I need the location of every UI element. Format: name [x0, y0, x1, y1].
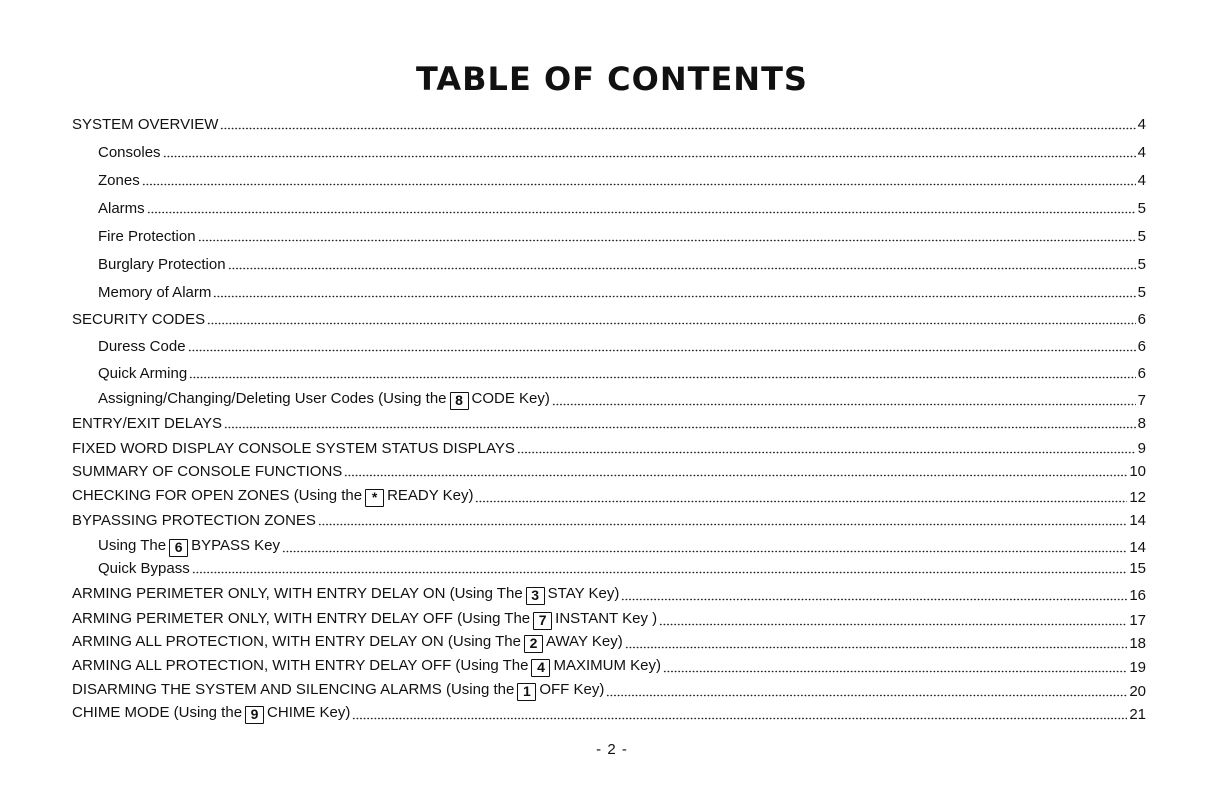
toc-entry-title: ARMING PERIMETER ONLY, WITH ENTRY DELAY OFF (Using The: [72, 610, 531, 627]
toc-entry-label: [72, 311, 205, 329]
dot-leader: [552, 403, 1136, 406]
toc-entry-key-name: READY Key): [387, 487, 474, 504]
toc-entry-key-name: OFF Key): [539, 681, 605, 698]
toc-entry-title: CHIME MODE (Using the: [72, 704, 243, 721]
toc-entry-key-name: CHIME Key): [267, 704, 351, 721]
dot-leader: [213, 295, 1135, 298]
toc-entry-page: 6: [1137, 365, 1146, 382]
toc-entry-title: Quick Arming: [98, 365, 188, 382]
keypad-key-icon: 7: [533, 612, 552, 630]
toc-entry: [72, 116, 1146, 134]
toc-entry-title: SUMMARY OF CONSOLE FUNCTIONS: [72, 463, 343, 480]
keypad-key-icon: 6: [169, 539, 188, 557]
dot-leader: [192, 571, 1128, 574]
toc-entry-label: [72, 116, 218, 134]
dot-leader: [163, 155, 1136, 158]
dot-leader: [318, 523, 1127, 526]
toc-entry-label: [98, 144, 161, 162]
toc-entry-title: Assigning/Changing/Deleting User Codes (Using the: [98, 390, 447, 407]
toc-entry-page: 14: [1129, 512, 1146, 529]
keypad-key-icon: 3: [526, 587, 545, 605]
toc-entry-page: 20: [1129, 683, 1146, 700]
toc-entry-title: ARMING ALL PROTECTION, WITH ENTRY DELAY ON (Using The: [72, 633, 521, 650]
toc-entry-key-name: MAXIMUM Key): [553, 657, 661, 674]
toc-entry-title: FIXED WORD DISPLAY CONSOLE SYSTEM STATUS DISPLAYS: [72, 440, 515, 457]
dot-leader: [207, 322, 1136, 325]
toc-entry: [72, 585, 1146, 605]
toc-entry: [72, 537, 1146, 557]
toc-entry-page: 18: [1129, 635, 1146, 652]
keypad-key-icon: 4: [531, 659, 550, 677]
toc-entry-label: [72, 681, 604, 701]
toc-entry-page: 21: [1129, 706, 1146, 723]
keypad-key-icon: 2: [524, 635, 543, 653]
toc-entry-label: [98, 560, 190, 578]
toc-entry: [72, 657, 1146, 677]
toc-entry-page: 4: [1137, 144, 1146, 161]
toc-entry-label: [72, 512, 316, 530]
toc-entry-key-name: INSTANT Key ): [555, 610, 658, 627]
toc-entry-title: Consoles: [98, 144, 161, 161]
toc-entry-key-name: BYPASS Key: [191, 537, 281, 554]
toc-entry: [72, 463, 1146, 481]
toc-entry-page: 17: [1129, 612, 1146, 629]
toc-entry-label: [72, 704, 350, 724]
keypad-key-icon: 1: [517, 683, 536, 701]
dot-leader: [352, 717, 1127, 720]
toc-entry: [72, 144, 1146, 162]
toc-entry: [72, 633, 1146, 653]
toc-entry: [72, 681, 1146, 701]
toc-entry-page: 15: [1129, 560, 1146, 577]
toc-entry-title: ARMING PERIMETER ONLY, WITH ENTRY DELAY ON (Using The: [72, 585, 523, 602]
dot-leader: [517, 451, 1136, 454]
toc-entry-page: 4: [1137, 172, 1146, 189]
toc-entry-page: 12: [1129, 489, 1146, 506]
toc-entry-title: SECURITY CODES: [72, 311, 206, 328]
toc-entry-label: [98, 256, 226, 274]
toc-entry-title: Fire Protection: [98, 228, 196, 245]
toc-entry: [72, 228, 1146, 246]
toc-entry-label: [98, 365, 187, 383]
toc-entry-title: SYSTEM OVERVIEW: [72, 116, 219, 133]
toc-entry-page: 5: [1137, 228, 1146, 245]
toc-entry-page: 6: [1137, 311, 1146, 328]
toc-entry-page: 19: [1129, 659, 1146, 676]
dot-leader: [228, 267, 1136, 270]
toc-entry-title: Alarms: [98, 200, 145, 217]
toc-entry: [72, 487, 1146, 507]
toc-entry: [72, 311, 1146, 329]
dot-leader: [606, 694, 1127, 697]
toc-entry: [72, 610, 1146, 630]
toc-entry-label: [72, 415, 222, 433]
dot-leader: [198, 239, 1136, 242]
dot-leader: [147, 211, 1136, 214]
toc-entry-label: [98, 200, 145, 218]
toc-entry-page: 8: [1137, 415, 1146, 432]
dot-leader: [188, 349, 1136, 352]
toc-entry-page: 5: [1137, 284, 1146, 301]
toc-entry-label: [98, 172, 140, 190]
toc-entry-label: [98, 537, 280, 557]
dot-leader: [659, 623, 1127, 626]
dot-leader: [282, 550, 1127, 553]
toc-entry: [72, 200, 1146, 218]
toc-entry-label: [72, 657, 661, 677]
page-title: TABLE OF CONTENTS: [416, 60, 808, 98]
toc-entry-title: Zones: [98, 172, 140, 189]
toc-entry-title: CHECKING FOR OPEN ZONES (Using the: [72, 487, 363, 504]
toc-entry-key-name: CODE Key): [471, 390, 550, 407]
toc-entry-label: [98, 228, 196, 246]
toc-entry-page: 9: [1137, 440, 1146, 457]
keypad-key-icon: 9: [245, 706, 264, 724]
toc-entry: [72, 512, 1146, 530]
toc-entry-page: 5: [1137, 200, 1146, 217]
toc-entry-label: [72, 585, 619, 605]
toc-entry: [72, 415, 1146, 433]
toc-entry: [72, 704, 1146, 724]
toc-entry-page: 14: [1129, 539, 1146, 556]
toc-entry: [72, 338, 1146, 356]
dot-leader: [142, 183, 1136, 186]
toc-entry-title: Duress Code: [98, 338, 186, 355]
toc-entry: [72, 440, 1146, 458]
toc-entry-title: ENTRY/EXIT DELAYS: [72, 415, 223, 432]
toc-entry-label: [72, 487, 473, 507]
dot-leader: [224, 426, 1136, 429]
toc-entry: [72, 560, 1146, 578]
dot-leader: [344, 474, 1127, 477]
dot-leader: [625, 646, 1128, 649]
keypad-key-icon: *: [365, 489, 384, 507]
toc-entry-page: 10: [1129, 463, 1146, 480]
toc-entry-page: 6: [1137, 338, 1146, 355]
toc-entry-title: Using The: [98, 537, 167, 554]
toc-entry-page: 4: [1137, 116, 1146, 133]
dot-leader: [621, 598, 1127, 601]
dot-leader: [189, 376, 1135, 379]
toc-entry-page: 5: [1137, 256, 1146, 273]
toc-entry-label: [98, 284, 211, 302]
dot-leader: [220, 127, 1135, 130]
toc-entry: [72, 365, 1146, 383]
toc-entry-title: ARMING ALL PROTECTION, WITH ENTRY DELAY OFF (Using The: [72, 657, 529, 674]
toc-entry-title: Quick Bypass: [98, 560, 190, 577]
toc-entry: [72, 256, 1146, 274]
dot-leader: [475, 500, 1127, 503]
page-number: - 2 -: [596, 741, 628, 758]
toc-entry: [72, 284, 1146, 302]
toc-entry-label: [72, 463, 342, 481]
toc-entry-label: [98, 338, 186, 356]
toc-entry-label: [98, 390, 550, 410]
toc-entry-label: [72, 440, 515, 458]
toc-entry-title: BYPASSING PROTECTION ZONES: [72, 512, 316, 529]
toc-entry-label: [72, 610, 657, 630]
toc-entry-page: 16: [1129, 587, 1146, 604]
toc-entry-title: DISARMING THE SYSTEM AND SILENCING ALARMS (Using the: [72, 681, 515, 698]
toc-entry: [72, 390, 1146, 410]
toc-entry-label: [72, 633, 623, 653]
toc-entry-title: Burglary Protection: [98, 256, 226, 273]
toc-entry-key-name: AWAY Key): [546, 633, 623, 650]
dot-leader: [663, 670, 1127, 673]
toc-entry: [72, 172, 1146, 190]
toc-entry-title: Memory of Alarm: [98, 284, 212, 301]
toc-entry-page: 7: [1137, 392, 1146, 409]
keypad-key-icon: 8: [450, 392, 469, 410]
toc-entry-key-name: STAY Key): [547, 585, 620, 602]
